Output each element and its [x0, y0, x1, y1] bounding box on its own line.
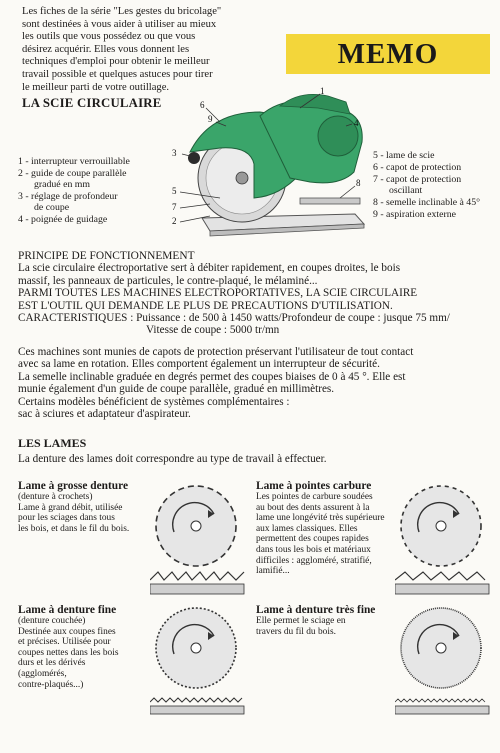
intro-line: Les fiches de la série "Les gestes du bricolage"	[22, 6, 222, 17]
blade-card-very-fine	[256, 604, 396, 637]
legend-item: 8 - semelle inclinable à 45°	[373, 197, 481, 208]
blade-title: Lame à denture fine	[18, 604, 117, 616]
blade-desc: (denture à crochets) Lame à grand débit, utilisée pour les sciages dans tous les bois, et dans le fil du bois.	[18, 492, 130, 534]
blade-card-fine	[18, 604, 158, 690]
legend-item: 1 - interrupteur verrouillable	[18, 156, 130, 167]
legend-item: 7 - capot de protection oscillant	[373, 174, 462, 196]
callout-4: 4	[354, 118, 359, 128]
blade-desc: (denture couchée) Destinée aux coupes fines et précises. Utilisée pour coupes nettes dans les bois durs et les dérivés (agglomérés, contre-plaqués...)	[18, 616, 119, 690]
feature-line: Certains modèles bénéficient de systèmes complémentaires :	[18, 395, 290, 408]
legend-item: 6 - capot de protection	[373, 162, 462, 173]
feature-line: sac à sciures et adaptateur d'aspirateur.	[18, 408, 191, 421]
intro-line: le meilleur parti de votre outillage.	[22, 81, 170, 93]
principle-line: CARACTERISTIQUES : Puissance : de 500 à 1450 watts/Profondeur de coupe : jusque 75 mm/	[18, 312, 450, 325]
coarse-blade-illustration	[150, 482, 246, 598]
principle-line: massif, les panneaux de particules, le contre-plaqué, le mélaminé...	[18, 274, 318, 287]
callout-2: 2	[172, 216, 177, 226]
blade-title: Lame à pointes carbure	[256, 480, 372, 492]
intro-text	[22, 6, 262, 94]
principle-line: EST L'OUTIL QUI DEMANDE LE PLUS DE PRECAUTIONS D'UTILISATION.	[18, 299, 393, 312]
feature-line: avec sa lame en rotation. Elles comportent également un interrupteur de sécurité.	[18, 358, 380, 371]
carbide-blade-illustration	[395, 482, 491, 598]
blades-subtitle: La denture des lames doit correspondre au type de travail à effectuer.	[18, 453, 327, 465]
feature-line: munie également d'un guide de coupe parallèle, gradué en millimètres.	[18, 383, 335, 396]
intro-line: sont destinées à vous aider à utiliser au mieux	[22, 18, 217, 30]
principle-line: La scie circulaire électroportative sert à débiter rapidement, en coupes droites, le bois	[18, 262, 401, 275]
very-fine-blade-illustration	[395, 604, 491, 720]
saw-section-title: LA SCIE CIRCULAIRE	[22, 96, 162, 110]
parallel-guide	[300, 198, 360, 204]
fine-blade-illustration	[150, 604, 246, 720]
legend-item: 2 - guide de coupe parallèle gradué en mm	[18, 168, 127, 190]
blade-title: Lame à denture très fine	[256, 604, 376, 616]
blade-desc: Elle permet le sciage en travers du fil du bois.	[256, 616, 346, 637]
intro-line: désirez acquérir. Elles vous donnent les	[22, 43, 190, 55]
callout-5: 5	[172, 186, 177, 196]
principle-section	[18, 250, 496, 337]
callout-7: 7	[172, 202, 177, 212]
legend-item: 5 - lame de scie	[373, 150, 435, 161]
blade-desc: Les pointes de carbure soudées au bout des dents assurent à la lame une longévité très supérieure aux lames classiques. Elles permettent des coupes rapides dans tous les bois et matériaux difficiles : aggloméré, stratifié, lamifié...	[256, 492, 385, 577]
feature-line: Ces machines sont munies de capots de protection préservant l'utilisateur de tout contact	[18, 346, 414, 358]
callout-1: 1	[320, 86, 325, 96]
legend-item: 4 - poignée de guidage	[18, 214, 108, 225]
front-knob	[188, 152, 200, 164]
callout-6: 6	[200, 100, 205, 110]
legend-item: 9 - aspiration externe	[373, 209, 456, 220]
blade-card-carbide	[256, 480, 396, 577]
legend-right	[373, 150, 498, 221]
principle-line: Vitesse de coupe : 5000 tr/mn	[146, 324, 280, 337]
circular-saw-illustration	[150, 86, 370, 251]
principle-title: PRINCIPE DE FONCTIONNEMENT	[18, 250, 195, 262]
features-section	[18, 346, 496, 420]
legend-item: 3 - réglage de profondeur de coupe	[18, 191, 118, 213]
intro-line: les outils que vous possédez ou que vous	[22, 31, 196, 43]
legend-left	[18, 156, 168, 226]
blades-header	[18, 436, 496, 465]
feature-line: La semelle inclinable graduée en degrés permet des coupes biaises de 0 à 45 °. Elle est	[18, 370, 406, 383]
intro-line: travail possible et quelques astuces pour tirer	[22, 68, 213, 80]
principle-line: PARMI TOUTES LES MACHINES ELECTROPORTATIVES, LA SCIE CIRCULAIRE	[18, 287, 418, 300]
callout-3: 3	[172, 148, 177, 158]
blades-title: LES LAMES	[18, 436, 87, 450]
memo-badge: MEMO	[286, 34, 490, 74]
callout-9: 9	[208, 114, 213, 124]
callout-8: 8	[356, 178, 361, 188]
intro-line: techniques d'emploi pour obtenir le meilleur	[22, 56, 210, 68]
blade-card-coarse	[18, 480, 158, 534]
blade-title: Lame à grosse denture	[18, 480, 128, 492]
